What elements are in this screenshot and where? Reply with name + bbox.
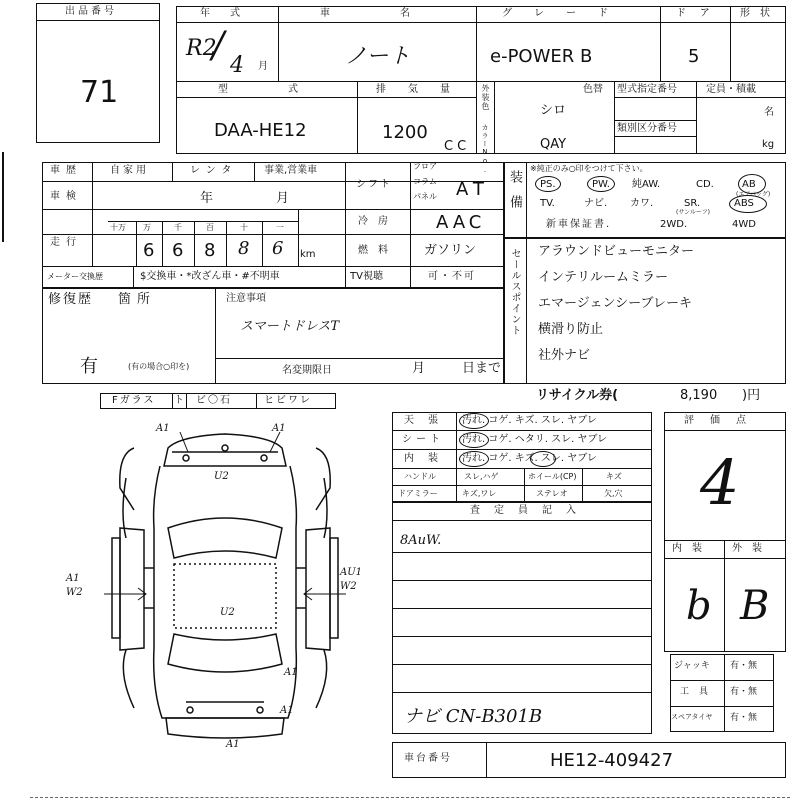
color-number-label: カラーNo. (481, 124, 489, 175)
color-change-label: 色替 (583, 84, 603, 95)
digit-header-1k: 千 (174, 223, 182, 232)
repair-hint: (有の場合○印を) (128, 362, 190, 371)
selling-point-4: 横滑り防止 (538, 322, 604, 337)
history-option-business: 事業,営業車 (264, 165, 318, 176)
repair-block (42, 288, 504, 384)
expiry-day: 日まで (462, 361, 502, 376)
bottom-dashed-line (30, 797, 790, 798)
chassis-label: 車台番号 (404, 753, 452, 764)
condition-mirror-b: ステレオ (536, 489, 568, 498)
equipment-label: 装備 (507, 170, 522, 220)
circle-seat-dirt (459, 432, 489, 448)
selling-point-1: アラウンドビューモニター (538, 244, 695, 259)
tool-jack-value: 有・無 (730, 661, 758, 671)
notes-value: スマートドレスT (240, 319, 340, 334)
car-name: ノート (345, 44, 411, 69)
mileage-digit-100: 8 (204, 240, 216, 261)
mileage-digit-10k: 6 (143, 240, 155, 261)
tool-spare-value: 有・無 (730, 713, 758, 723)
circle-interior-dirt (459, 451, 489, 467)
equip-navi: ナビ. (584, 198, 608, 209)
tool-jack-label: ジャッキ (674, 661, 710, 671)
digit-header-10k: 万 (143, 223, 151, 232)
glass-item-stone: ビ〇石 (196, 395, 232, 406)
score-label: 評価点 (684, 415, 762, 426)
condition-interior-options: 汚れ. コゲ. キズ. スレ. ヤブレ (462, 453, 597, 464)
ac-value: AAC (436, 212, 486, 233)
circle-pw (587, 176, 615, 192)
circle-ps (535, 176, 561, 192)
history-label: 車歴 (50, 165, 82, 176)
equip-warranty: 新車保証書. (546, 219, 612, 230)
equip-sr-note: (サンルーフ) (676, 209, 710, 216)
shift-value: AT (456, 179, 490, 200)
mileage-digit-1: 6 (272, 238, 284, 259)
tv-label: TV視聴 (350, 271, 383, 282)
selling-point-5: 社外ナビ (538, 348, 591, 363)
model-value: DAA-HE12 (214, 120, 307, 141)
inspector-label: 査定員記入 (470, 505, 590, 516)
repair-location-label: 箇所 (118, 292, 157, 307)
doors-label: ドア (676, 8, 724, 19)
lot-number: 71 (80, 75, 119, 110)
ac-label: 冷房 (358, 216, 398, 227)
history-option-rental: レンタ (190, 165, 238, 176)
condition-ceiling-options: 汚れ. コゲ. キズ. スレ. ヤブレ (462, 415, 597, 426)
equipment-note: ※純正のみ○印をつけて下さい。 (530, 164, 648, 173)
mark-right-side: AU1 W2 (340, 567, 363, 592)
shift-option-panel: パネル (413, 192, 437, 201)
cc-unit: CC (444, 139, 471, 154)
circle-ab (738, 174, 766, 194)
digit-header-10: 十 (240, 223, 248, 232)
year-label: 年式 (200, 8, 260, 19)
inspection-year: 年 (200, 191, 214, 206)
meter-label: メーター交換歴 (47, 272, 103, 281)
mileage-label: 走行 (50, 237, 82, 248)
mark-rear-right-2: A1 (280, 705, 294, 716)
mark-roof: U2 (220, 607, 235, 618)
recycle-unit: )円 (742, 388, 761, 403)
repair-value: 有 (80, 356, 98, 377)
selling-point-2: インテリルームミラー (538, 270, 669, 285)
equip-tv: TV. (540, 198, 555, 209)
condition-mirror-a: キズ,ワレ (462, 489, 497, 498)
mark-rear: A1 (226, 739, 240, 750)
equip-sr: SR. (684, 198, 701, 209)
glass-item-to: ト (174, 395, 184, 406)
exterior-score-label: 外装 (732, 543, 772, 554)
chassis-value: HE12-409427 (550, 750, 674, 771)
expiry-label: 名変期限日 (282, 365, 332, 376)
digit-header-1: 一 (276, 223, 284, 232)
meter-options: $交換車・*改ざん車・#不明車 (140, 271, 280, 282)
month-value: 4 (230, 53, 244, 78)
glass-item-crack: ヒビワレ (264, 395, 312, 406)
equip-2wd: 2WD. (660, 219, 688, 230)
tv-value: 可・不可 (428, 271, 476, 282)
circle-interior-scratch (530, 451, 556, 467)
condition-mirror-c: 欠,穴 (604, 489, 623, 498)
fuel-value: ガソリン (424, 243, 477, 258)
condition-mirror-label: ドアミラー (398, 489, 438, 498)
condition-ceiling-label: 天張 (404, 415, 452, 426)
equip-abs: ABS (734, 198, 754, 209)
mark-left-side: A1 W2 (66, 573, 83, 598)
condition-handle-c: キズ (606, 472, 622, 481)
glass-item-f: Fガラス (112, 395, 156, 406)
tool-tools-value: 有・無 (730, 687, 758, 697)
equip-leather: カワ. (630, 198, 654, 209)
color-value: シロ (540, 103, 567, 118)
repair-label: 修復歴 (48, 292, 94, 307)
displacement-label: 排気量 (376, 84, 472, 95)
condition-seat-options: 汚れ. コゲ. ヘタリ. スレ. ヤブレ (462, 434, 608, 445)
model-label: 型式 (218, 84, 358, 95)
lot-box (36, 3, 160, 143)
color-side-label: 外装色 (481, 84, 490, 111)
inspector-note-1: 8AuW. (400, 533, 442, 548)
circle-abs (729, 195, 767, 213)
condition-handle-a: スレ,ハゲ (464, 472, 499, 481)
car-name-label: 車名 (320, 8, 480, 19)
mark-rear-right: A1 (284, 667, 298, 678)
exterior-score-value: B (740, 583, 770, 629)
mark-front-right: A1 (272, 423, 286, 434)
km-unit: km (300, 249, 316, 260)
year-slash: / (212, 25, 225, 66)
year-value: R2 (186, 36, 217, 61)
selling-point-3: エマージェンシーブレーキ (538, 296, 692, 311)
tool-tools-label: 工具 (680, 687, 719, 697)
interior-score-value: b (686, 583, 712, 629)
capacity-unit-person: 名 (764, 107, 774, 118)
shape-label: 形状 (740, 8, 780, 19)
mileage-digit-1k: 6 (172, 240, 184, 261)
color-code: QAY (540, 137, 567, 152)
condition-seat-label: シート (402, 434, 444, 445)
digit-header-100k: 十万 (110, 223, 126, 232)
mark-hood: U2 (214, 471, 229, 482)
digit-header-100: 百 (206, 223, 214, 232)
equip-ab: AB (742, 179, 756, 190)
equip-pw: PW. (592, 179, 610, 190)
shift-option-column: コラム (413, 177, 437, 186)
displacement-value: 1200 (382, 122, 428, 143)
equip-alloy: 純AW. (632, 179, 661, 190)
inspection-month: 月 (276, 191, 290, 206)
equip-ab-note: (エアバッグ) (736, 191, 771, 198)
score-value: 4 (700, 446, 740, 519)
shift-option-floor: フロア (413, 162, 437, 171)
grade-value: e-POWER B (490, 46, 593, 67)
circle-ceiling-dirt (459, 413, 489, 429)
inspector-note-2: ナビ CN-B301B (404, 706, 543, 727)
mileage-digit-10: 8 (238, 238, 250, 259)
shift-label: シフト (356, 179, 392, 190)
selling-points-label: セールスポイント (509, 248, 520, 336)
lot-label: 出品番号 (65, 6, 117, 17)
recycle-value: 8,190 (680, 388, 718, 403)
fuel-label: 燃料 (358, 245, 398, 256)
class-num-label: 類別区分番号 (617, 123, 677, 134)
history-option-private: 自家用 (110, 165, 149, 176)
mark-front-left: A1 (156, 423, 170, 434)
capacity-unit-kg: kg (762, 139, 775, 150)
equip-ps: PS. (540, 179, 556, 190)
doors-value: 5 (688, 46, 700, 67)
condition-interior-label: 内装 (404, 453, 452, 464)
month-unit: 月 (258, 61, 268, 72)
expiry-month: 月 (412, 361, 426, 376)
equip-cd: CD. (696, 179, 714, 190)
tool-spare-label: スペアタイヤ (671, 713, 713, 721)
left-margin-mark (2, 152, 4, 242)
condition-handle-b: ホイール(CP) (528, 472, 577, 481)
recycle-label: リサイクル券( (536, 388, 619, 403)
notes-label: 注意事項 (226, 293, 266, 304)
inspection-label: 車検 (50, 191, 82, 202)
type-cert-label: 型式指定番号 (617, 84, 677, 95)
condition-handle-label: ハンドル (404, 472, 436, 481)
grade-label: グレード (502, 8, 630, 19)
capacity-label: 定員・積載 (706, 84, 756, 95)
equip-4wd: 4WD (732, 219, 756, 230)
interior-score-label: 内装 (672, 543, 712, 554)
car-diagram (90, 418, 360, 748)
